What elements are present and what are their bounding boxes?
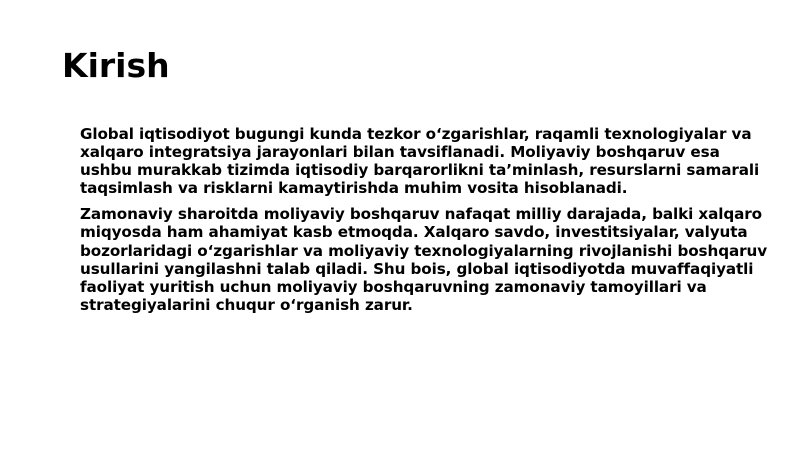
paragraph-modern-conditions: Zamonaviy sharoitda moliyaviy boshqaruv nafaqat milliy darajada, balki xalqaro miqyosda ham ahamiyat kasb etmoqda. Xalqaro savdo, investitsiyalar, valyuta bozorlaridagi o‘zgarishlar va moliyaviy texnologiyalarning rivojlanishi boshqaruv usullarini yangilashni talab qiladi. Shu bois, global iqtisodiyotda muvaffaqiyatli faoliyat yuritish uchun moliyaviy boshqaruvning zamonaviy tamoyillari va strategiyalarini chuqur o‘rganish zarur.	[80, 205, 768, 314]
slide-title: Kirish	[62, 46, 170, 85]
paragraph-intro: Global iqtisodiyot bugungi kunda tezkor o‘zgarishlar, raqamli texnologiyalar va xalqaro integratsiya jarayonlari bilan tavsiflanadi. Moliyaviy boshqaruv esa ushbu murakkab tizimda iqtisodiy barqarorlikni ta’minlash, resurslarni samarali taqsimlash va risklarni kamaytirishda muhim vosita hisoblanadi.	[80, 125, 760, 198]
slide-body	[80, 125, 770, 322]
